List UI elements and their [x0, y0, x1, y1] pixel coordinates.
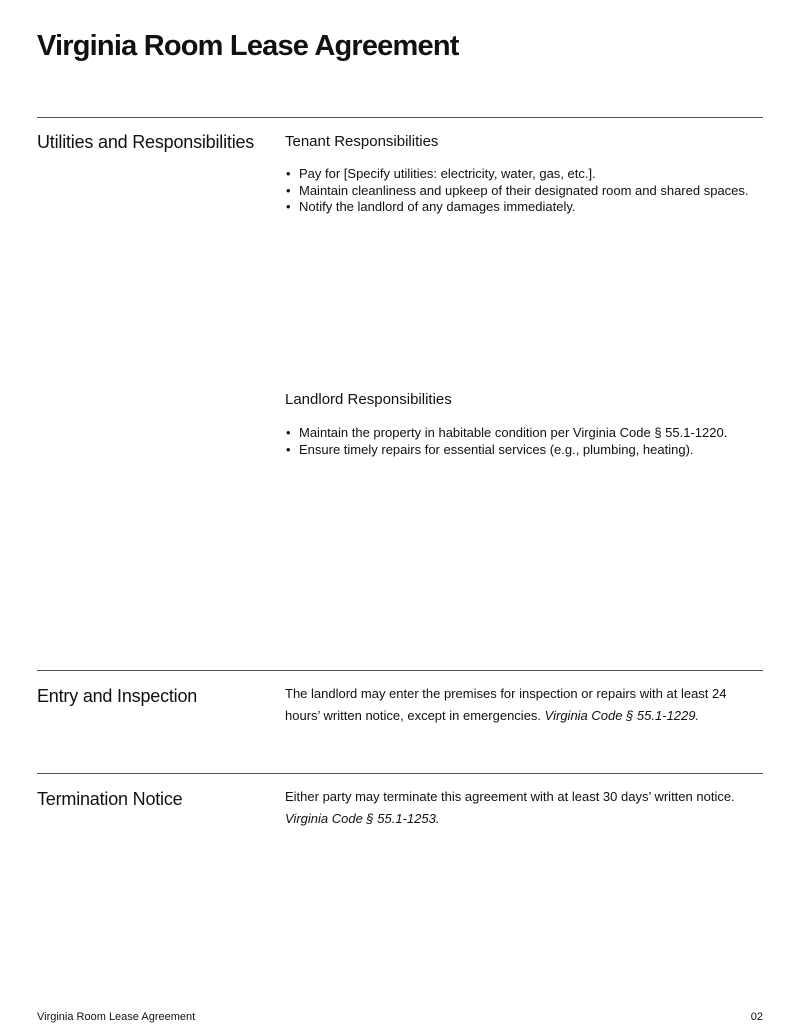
list-item: • Maintain the property in habitable condition per Virginia Code § 55.1-1220.	[285, 425, 727, 442]
subsection-title-landlord: Landlord Responsibilities	[285, 391, 452, 408]
page-title: Virginia Room Lease Agreement	[37, 30, 459, 62]
termination-paragraph	[285, 786, 763, 829]
footer-title: Virginia Room Lease Agreement	[37, 1011, 196, 1023]
divider	[37, 773, 763, 774]
entry-paragraph	[285, 683, 763, 726]
list-item: • Ensure timely repairs for essential services (e.g., plumbing, heating).	[285, 442, 727, 459]
termination-citation: Virginia Code § 55.1-1253.	[285, 810, 440, 826]
list-item: • Pay for [Specify utilities: electricity, water, gas, etc.].	[285, 166, 749, 183]
entry-citation: Virginia Code § 55.1-1229.	[544, 707, 700, 723]
divider	[37, 670, 763, 671]
termination-text: Either party may terminate this agreement with at least 30 days’ written notice.	[285, 789, 735, 804]
divider	[37, 117, 763, 118]
page-number: 02	[750, 1011, 763, 1023]
section-title-entry: Entry and Inspection	[37, 686, 198, 706]
list-item: • Notify the landlord of any damages immediately.	[285, 199, 749, 216]
tenant-responsibilities-list	[285, 166, 749, 216]
landlord-responsibilities-list	[285, 425, 727, 458]
section-title-termination: Termination Notice	[37, 789, 183, 809]
list-item: • Maintain cleanliness and upkeep of their designated room and shared spaces.	[285, 183, 749, 200]
subsection-title-tenant: Tenant Responsibilities	[285, 133, 439, 150]
section-title-utilities: Utilities and Responsibilities	[37, 132, 255, 152]
entry-text: The landlord may enter the premises for inspection or repairs with at least 24 hours’ written notice, except in emergencies.	[285, 686, 727, 723]
